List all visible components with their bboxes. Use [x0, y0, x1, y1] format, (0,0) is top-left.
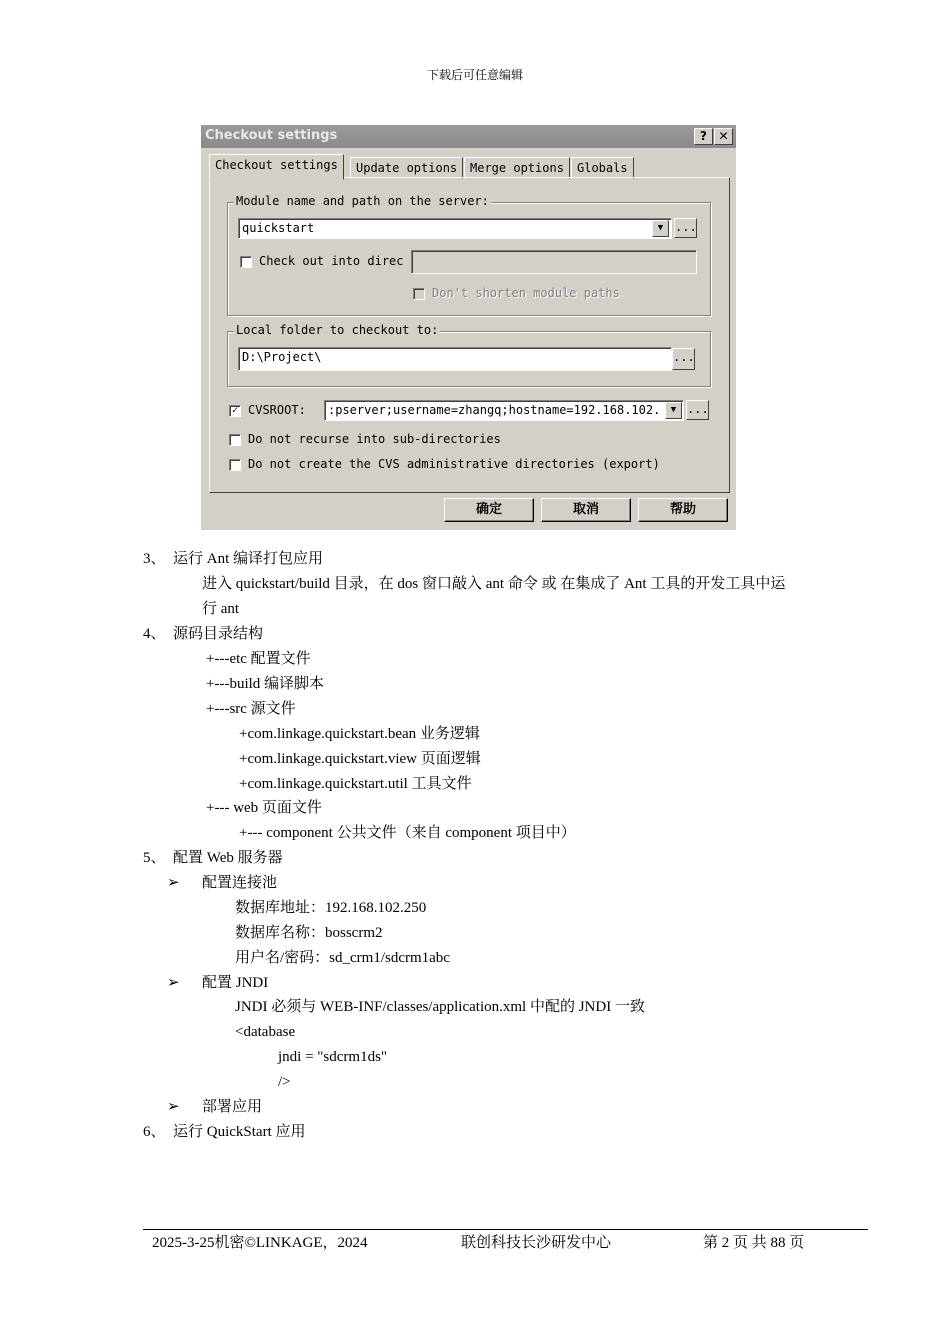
checkout-dir-checkbox[interactable]: [240, 256, 252, 268]
tree-item: +--- web 页面文件: [206, 800, 322, 816]
tree-item: +---build 编译脚本: [206, 676, 325, 692]
no-recurse-label: Do not recurse into sub-directories: [248, 432, 501, 446]
checkout-settings-dialog: [201, 125, 736, 530]
footer-center: 联创科技长沙研发中心: [461, 1235, 612, 1251]
bullet-title: 部署应用: [202, 1099, 263, 1115]
module-group-label: Module name and path on the server:: [236, 194, 489, 208]
bullet-title: 配置连接池: [202, 875, 278, 891]
module-name-combobox[interactable]: quickstart: [238, 218, 672, 239]
code-line: />: [278, 1074, 291, 1090]
tab-checkout-settings[interactable]: Checkout settings: [209, 154, 344, 180]
dont-shorten-checkbox[interactable]: [413, 288, 425, 300]
cvsroot-combobox[interactable]: :pserver;username=zhangq;hostname=192.168.102.: [324, 400, 684, 421]
code-line: jndi = "sdcrm1ds": [278, 1049, 388, 1065]
cvsroot-browse-button[interactable]: ...: [686, 400, 709, 420]
tab-globals[interactable]: Globals: [571, 157, 634, 179]
no-admin-dirs-label: Do not create the CVS administrative directories (export): [248, 457, 660, 471]
local-folder-field[interactable]: D:\Project\: [238, 347, 672, 371]
section-number: 3、: [143, 551, 166, 567]
tree-item: +com.linkage.quickstart.bean 业务逻辑: [239, 726, 480, 742]
tree-item: +---etc 配置文件: [206, 651, 311, 667]
tree-item: +--- component 公共文件（来自 component 项目中）: [239, 825, 576, 841]
tab-update-options[interactable]: Update options: [350, 157, 463, 179]
section-title: 运行 Ant 编译打包应用: [173, 551, 324, 567]
footer-page-number: 第 2 页 共 88 页: [703, 1235, 805, 1251]
no-recurse-checkbox[interactable]: [229, 434, 241, 446]
paragraph-line: 行 ant: [202, 601, 240, 617]
help-button[interactable]: 帮助: [638, 498, 728, 522]
bullet-title: 配置 JNDI: [202, 975, 269, 991]
section-number: 6、: [143, 1124, 166, 1140]
dialog-titlebar: [201, 125, 736, 148]
chevron-down-icon[interactable]: ▼: [665, 402, 682, 419]
bullet-line: 数据库名称：bosscrm2: [235, 925, 383, 941]
ok-button[interactable]: 确定: [444, 498, 534, 522]
dont-shorten-label: Don't shorten module paths: [432, 286, 620, 300]
page-header-note: 下载后可任意编辑: [426, 68, 523, 82]
chevron-down-icon[interactable]: ▼: [652, 220, 669, 237]
tree-item: +com.linkage.quickstart.view 页面逻辑: [239, 751, 481, 767]
bullet-line: <database: [235, 1024, 296, 1040]
checkout-dir-field[interactable]: [411, 250, 697, 274]
module-browse-button[interactable]: ...: [674, 218, 697, 238]
local-folder-group-label: Local folder to checkout to:: [236, 323, 439, 337]
tree-item: +---src 源文件: [206, 701, 296, 717]
bullet-line: JNDI 必须与 WEB-INF/classes/application.xml 中配的 JNDI 一致: [235, 999, 645, 1015]
help-icon[interactable]: ?: [694, 128, 713, 145]
section-number: 4、: [143, 626, 166, 642]
paragraph-line: 进入 quickstart/build 目录，在 dos 窗口敲入 ant 命令 或 在集成了 Ant 工具的开发工具中运: [202, 576, 786, 592]
dialog-title: Checkout settings: [205, 128, 338, 143]
cvsroot-checkbox[interactable]: ✓: [229, 405, 241, 417]
section-title: 源码目录结构: [173, 626, 264, 642]
section-number: 5、: [143, 850, 166, 866]
footer-rule: [143, 1229, 868, 1230]
arrow-bullet-icon: ➢: [167, 1099, 180, 1115]
arrow-bullet-icon: ➢: [167, 875, 180, 891]
no-admin-dirs-checkbox[interactable]: [229, 459, 241, 471]
bullet-line: 数据库地址：192.168.102.250: [235, 900, 427, 916]
cancel-button[interactable]: 取消: [541, 498, 631, 522]
section-title: 配置 Web 服务器: [173, 850, 283, 866]
bullet-line: 用户名/密码：sd_crm1/sdcrm1abc: [235, 950, 450, 966]
footer-left: 2025-3-25机密©LINKAGE，2024: [152, 1235, 368, 1251]
tree-item: +com.linkage.quickstart.util 工具文件: [239, 776, 472, 792]
arrow-bullet-icon: ➢: [167, 975, 180, 991]
cvsroot-label: CVSROOT:: [248, 403, 306, 417]
local-folder-browse-button[interactable]: ...: [672, 348, 695, 370]
section-title: 运行 QuickStart 应用: [173, 1124, 306, 1140]
close-icon[interactable]: ✕: [714, 128, 733, 145]
checkout-dir-label: Check out into direc: [259, 254, 404, 268]
tab-merge-options[interactable]: Merge options: [464, 157, 570, 179]
